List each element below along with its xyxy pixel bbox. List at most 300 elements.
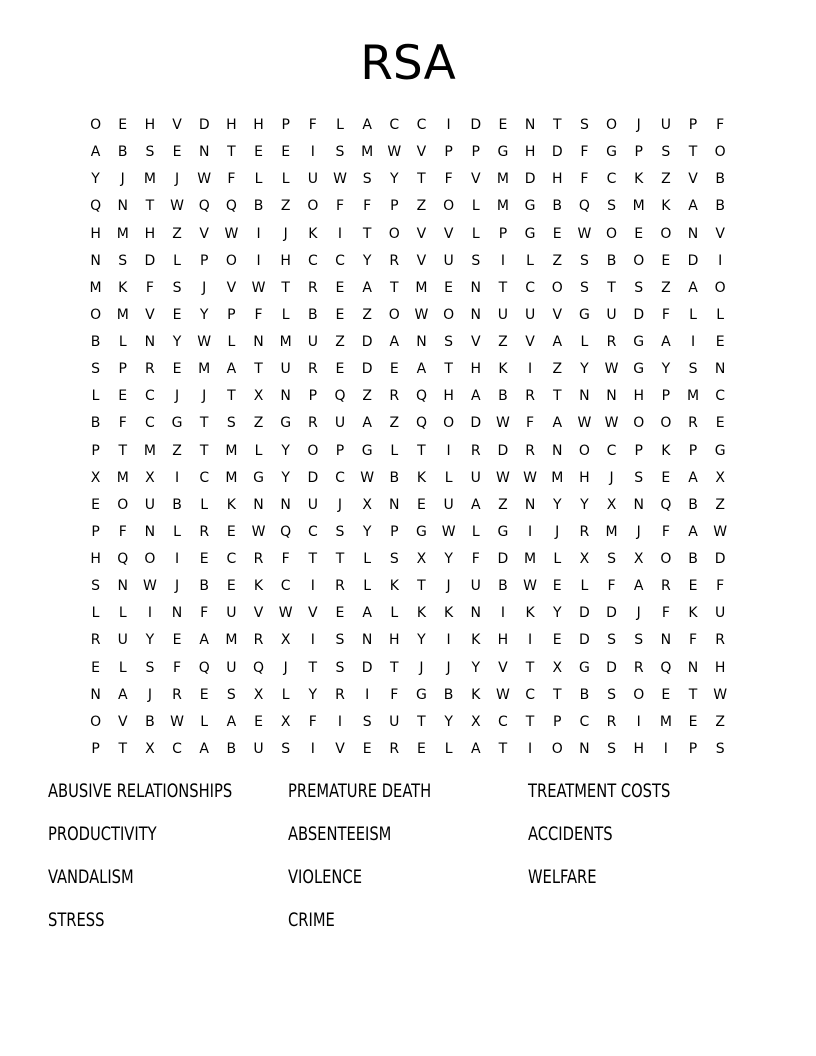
grid-letter[interactable]: N [416, 334, 427, 351]
grid-letter[interactable]: X [715, 469, 725, 486]
grid-letter[interactable]: F [254, 306, 263, 323]
grid-letter[interactable]: S [607, 198, 616, 215]
grid-letter[interactable]: R [253, 632, 264, 649]
grid-letter[interactable]: B [90, 334, 101, 351]
grid-letter[interactable]: L [580, 578, 589, 595]
grid-letter[interactable]: B [172, 496, 182, 513]
grid-letter[interactable]: N [361, 632, 373, 649]
grid-letter[interactable]: N [117, 198, 128, 215]
grid-letter[interactable]: R [307, 415, 318, 432]
grid-letter[interactable]: U [117, 632, 128, 649]
grid-letter[interactable]: F [308, 713, 317, 730]
grid-letter[interactable]: B [498, 388, 508, 405]
grid-letter[interactable]: A [688, 469, 698, 486]
grid-letter[interactable]: Y [444, 551, 453, 568]
grid-letter[interactable]: Z [280, 198, 291, 215]
grid-letter[interactable]: T [607, 279, 616, 296]
grid-letter[interactable]: T [525, 713, 535, 730]
grid-letter[interactable]: U [253, 740, 264, 757]
grid-letter[interactable]: F [716, 117, 725, 134]
grid-letter[interactable]: R [606, 713, 617, 730]
grid-letter[interactable]: C [389, 117, 400, 134]
grid-letter[interactable]: Z [498, 496, 508, 513]
grid-letter[interactable]: J [555, 523, 560, 540]
grid-letter[interactable]: N [280, 388, 291, 405]
grid-letter[interactable]: H [633, 740, 644, 757]
grid-letter[interactable]: N [470, 306, 481, 323]
grid-letter[interactable]: N [253, 496, 264, 513]
grid-letter[interactable]: M [279, 334, 292, 351]
grid-letter[interactable]: U [280, 361, 291, 378]
grid-letter[interactable]: Q [578, 198, 590, 215]
grid-letter[interactable]: M [496, 198, 509, 215]
grid-letter[interactable]: L [173, 252, 181, 269]
grid-letter[interactable]: O [90, 713, 102, 730]
grid-letter[interactable]: S [281, 740, 291, 757]
grid-letter[interactable]: Y [281, 469, 290, 486]
grid-letter[interactable]: G [714, 442, 726, 459]
grid-letter[interactable]: L [118, 659, 127, 676]
grid-letter[interactable]: D [497, 442, 509, 459]
grid-letter[interactable]: S [607, 632, 616, 649]
grid-letter[interactable]: P [91, 442, 100, 459]
grid-letter[interactable]: O [117, 496, 129, 513]
grid-letter[interactable]: T [498, 279, 508, 296]
grid-letter[interactable]: M [225, 469, 238, 486]
grid-letter[interactable]: U [524, 306, 536, 323]
grid-letter[interactable]: O [443, 198, 455, 215]
grid-letter[interactable]: E [172, 144, 182, 161]
grid-letter[interactable]: P [634, 442, 643, 459]
grid-letter[interactable]: B [389, 469, 400, 486]
grid-letter[interactable]: T [227, 144, 236, 161]
grid-letter[interactable]: D [687, 252, 699, 269]
grid-letter[interactable]: A [362, 279, 372, 296]
grid-letter[interactable]: E [91, 659, 100, 676]
grid-letter[interactable]: W [170, 198, 184, 215]
grid-letter[interactable]: H [633, 388, 644, 405]
grid-letter[interactable]: Z [362, 388, 372, 405]
grid-letter[interactable]: O [443, 306, 455, 323]
grid-letter[interactable]: G [280, 415, 292, 432]
grid-letter[interactable]: T [254, 361, 263, 378]
grid-letter[interactable]: V [253, 605, 264, 622]
grid-letter[interactable]: Z [552, 361, 563, 378]
grid-letter[interactable]: S [715, 740, 725, 757]
grid-letter[interactable]: Y [91, 171, 100, 188]
grid-letter[interactable]: F [661, 523, 670, 540]
grid-letter[interactable]: F [444, 171, 453, 188]
grid-letter[interactable]: Z [362, 306, 372, 323]
grid-letter[interactable]: L [91, 388, 100, 405]
grid-letter[interactable]: B [253, 198, 264, 215]
grid-letter[interactable]: F [607, 578, 616, 595]
grid-letter[interactable]: P [471, 144, 480, 161]
grid-letter[interactable]: D [361, 361, 373, 378]
grid-letter[interactable]: N [171, 605, 183, 622]
grid-letter[interactable]: E [661, 469, 671, 486]
grid-letter[interactable]: E [335, 605, 345, 622]
grid-letter[interactable]: R [253, 551, 264, 568]
grid-letter[interactable]: Q [198, 198, 210, 215]
grid-letter[interactable]: D [551, 144, 563, 161]
grid-letter[interactable]: Q [90, 198, 102, 215]
grid-letter[interactable]: D [361, 659, 373, 676]
grid-letter[interactable]: I [528, 632, 533, 649]
grid-letter[interactable]: Y [661, 361, 671, 378]
grid-letter[interactable]: Q [117, 551, 129, 568]
grid-letter[interactable]: Q [253, 659, 265, 676]
grid-letter[interactable]: H [470, 361, 482, 378]
grid-letter[interactable]: O [388, 225, 400, 242]
grid-letter[interactable]: T [390, 659, 399, 676]
grid-letter[interactable]: F [200, 605, 209, 622]
grid-letter[interactable]: Z [552, 252, 563, 269]
grid-letter[interactable]: S [362, 713, 372, 730]
grid-letter[interactable]: V [498, 659, 508, 676]
grid-letter[interactable]: L [200, 713, 209, 730]
grid-letter[interactable]: N [90, 252, 101, 269]
grid-letter[interactable]: S [91, 578, 101, 595]
grid-letter[interactable]: M [143, 171, 156, 188]
grid-letter[interactable]: O [633, 686, 645, 703]
grid-letter[interactable]: N [253, 334, 264, 351]
grid-letter[interactable]: S [226, 415, 236, 432]
grid-letter[interactable]: B [145, 713, 155, 730]
grid-letter[interactable]: G [524, 225, 536, 242]
grid-letter[interactable]: A [688, 279, 698, 296]
grid-letter[interactable]: Y [580, 361, 589, 378]
grid-letter[interactable]: X [470, 713, 481, 730]
grid-letter[interactable]: W [414, 306, 429, 323]
grid-letter[interactable]: E [552, 578, 562, 595]
grid-letter[interactable]: F [118, 415, 127, 432]
grid-letter[interactable]: G [497, 144, 509, 161]
grid-letter[interactable]: N [606, 388, 617, 405]
grid-letter[interactable]: J [202, 279, 207, 296]
grid-letter[interactable]: B [606, 252, 617, 269]
grid-letter[interactable]: E [552, 632, 562, 649]
grid-letter[interactable]: T [118, 740, 128, 757]
grid-letter[interactable]: K [416, 605, 427, 622]
grid-letter[interactable]: W [197, 334, 212, 351]
grid-letter[interactable]: H [144, 225, 156, 242]
grid-letter[interactable]: U [443, 496, 454, 513]
grid-letter[interactable]: J [147, 686, 152, 703]
grid-letter[interactable]: U [443, 252, 454, 269]
grid-letter[interactable]: K [688, 605, 698, 622]
grid-letter[interactable]: Q [415, 388, 427, 405]
grid-letter[interactable]: F [580, 171, 589, 188]
grid-letter[interactable]: X [145, 740, 155, 757]
grid-letter[interactable]: E [254, 713, 263, 730]
grid-letter[interactable]: K [118, 279, 128, 296]
grid-letter[interactable]: A [661, 334, 671, 351]
grid-letter[interactable]: F [580, 144, 589, 161]
grid-letter[interactable]: E [498, 117, 508, 134]
grid-letter[interactable]: S [607, 740, 616, 757]
grid-letter[interactable]: T [552, 388, 562, 405]
grid-letter[interactable]: W [170, 713, 184, 730]
grid-letter[interactable]: J [446, 659, 451, 676]
grid-letter[interactable]: T [308, 551, 318, 568]
grid-letter[interactable]: C [307, 252, 318, 269]
grid-letter[interactable]: F [118, 523, 127, 540]
grid-letter[interactable]: N [524, 117, 536, 134]
grid-letter[interactable]: F [281, 551, 290, 568]
grid-letter[interactable]: A [552, 334, 563, 351]
grid-letter[interactable]: I [528, 361, 533, 378]
grid-letter[interactable]: G [633, 361, 645, 378]
grid-letter[interactable]: R [606, 334, 617, 351]
grid-letter[interactable]: K [525, 605, 535, 622]
grid-letter[interactable]: K [226, 496, 236, 513]
grid-letter[interactable]: S [579, 117, 589, 134]
grid-letter[interactable]: N [633, 496, 644, 513]
grid-letter[interactable]: D [307, 469, 319, 486]
grid-letter[interactable]: L [200, 496, 209, 513]
grid-letter[interactable]: I [690, 334, 696, 351]
grid-letter[interactable]: V [552, 306, 563, 323]
grid-letter[interactable]: E [335, 306, 345, 323]
grid-letter[interactable]: F [526, 415, 535, 432]
grid-letter[interactable]: W [333, 171, 347, 188]
grid-letter[interactable]: C [498, 713, 508, 730]
grid-letter[interactable]: L [118, 605, 127, 622]
grid-letter[interactable]: O [606, 117, 618, 134]
grid-letter[interactable]: G [633, 334, 645, 351]
grid-letter[interactable]: V [226, 279, 237, 296]
grid-letter[interactable]: Z [335, 334, 345, 351]
grid-letter[interactable]: P [688, 117, 698, 134]
grid-letter[interactable]: M [143, 442, 156, 459]
grid-letter[interactable]: X [280, 632, 291, 649]
grid-letter[interactable]: M [225, 442, 238, 459]
grid-letter[interactable]: T [335, 551, 345, 568]
grid-letter[interactable]: W [142, 578, 157, 595]
grid-letter[interactable]: E [226, 523, 236, 540]
grid-letter[interactable]: J [337, 496, 343, 513]
grid-letter[interactable]: A [389, 334, 400, 351]
grid-letter[interactable]: R [145, 361, 155, 378]
grid-letter[interactable]: F [661, 306, 670, 323]
grid-letter[interactable]: S [634, 469, 644, 486]
grid-letter[interactable]: P [91, 740, 100, 757]
grid-letter[interactable]: B [443, 686, 454, 703]
grid-letter[interactable]: M [415, 279, 428, 296]
grid-letter[interactable]: K [471, 686, 481, 703]
grid-letter[interactable]: Y [145, 632, 155, 649]
grid-letter[interactable]: R [660, 578, 671, 595]
grid-letter[interactable]: C [606, 171, 617, 188]
grid-letter[interactable]: F [688, 632, 698, 649]
grid-letter[interactable]: E [661, 252, 671, 269]
grid-letter[interactable]: V [443, 225, 454, 242]
grid-letter[interactable]: J [202, 388, 207, 405]
grid-letter[interactable]: N [714, 361, 726, 378]
grid-letter[interactable]: T [145, 198, 155, 215]
grid-letter[interactable]: O [660, 225, 672, 242]
grid-letter[interactable]: I [310, 578, 315, 595]
grid-letter[interactable]: X [416, 551, 427, 568]
grid-letter[interactable]: E [199, 686, 209, 703]
grid-letter[interactable]: M [89, 279, 102, 296]
grid-letter[interactable]: G [253, 469, 264, 486]
grid-letter[interactable]: H [524, 144, 536, 161]
grid-letter[interactable]: V [416, 252, 427, 269]
grid-letter[interactable]: G [524, 198, 536, 215]
grid-letter[interactable]: C [525, 686, 535, 703]
grid-letter[interactable]: N [470, 279, 481, 296]
grid-letter[interactable]: F [335, 198, 345, 215]
grid-letter[interactable]: U [334, 415, 346, 432]
grid-letter[interactable]: T [552, 686, 562, 703]
grid-letter[interactable]: T [498, 740, 508, 757]
grid-letter[interactable]: R [90, 632, 101, 649]
grid-letter[interactable]: B [688, 496, 698, 513]
grid-letter[interactable]: N [660, 632, 672, 649]
grid-letter[interactable]: H [443, 388, 454, 405]
grid-letter[interactable]: B [90, 415, 101, 432]
grid-letter[interactable]: S [335, 632, 345, 649]
grid-letter[interactable]: F [390, 686, 399, 703]
grid-letter[interactable]: B [308, 306, 318, 323]
grid-letter[interactable]: L [390, 605, 399, 622]
grid-letter[interactable]: E [634, 225, 644, 242]
grid-letter[interactable]: L [471, 225, 480, 242]
grid-letter[interactable]: P [661, 388, 671, 405]
grid-letter[interactable]: U [307, 171, 318, 188]
grid-letter[interactable]: Q [660, 496, 672, 513]
grid-letter[interactable]: J [283, 659, 288, 676]
grid-letter[interactable]: E [226, 578, 236, 595]
grid-letter[interactable]: S [607, 686, 616, 703]
grid-letter[interactable]: Y [417, 632, 426, 649]
grid-letter[interactable]: G [497, 523, 509, 540]
grid-letter[interactable]: T [390, 279, 399, 296]
grid-letter[interactable]: P [390, 523, 399, 540]
grid-letter[interactable]: O [606, 225, 618, 242]
grid-letter[interactable]: Y [552, 496, 562, 513]
grid-letter[interactable]: H [90, 225, 101, 242]
grid-letter[interactable]: Y [580, 496, 589, 513]
grid-letter[interactable]: W [577, 225, 592, 242]
grid-letter[interactable]: S [634, 279, 644, 296]
grid-letter[interactable]: K [389, 578, 399, 595]
grid-letter[interactable]: U [497, 306, 509, 323]
grid-letter[interactable]: L [91, 605, 100, 622]
grid-letter[interactable]: E [172, 632, 182, 649]
grid-letter[interactable]: J [120, 171, 125, 188]
grid-letter[interactable]: H [253, 117, 264, 134]
grid-letter[interactable]: E [281, 144, 291, 161]
grid-letter[interactable]: L [173, 523, 181, 540]
grid-letter[interactable]: A [470, 496, 481, 513]
grid-letter[interactable]: W [387, 144, 402, 161]
grid-letter[interactable]: N [198, 144, 210, 161]
grid-letter[interactable]: L [580, 334, 589, 351]
grid-letter[interactable]: Y [199, 306, 209, 323]
grid-letter[interactable]: L [281, 171, 290, 188]
grid-letter[interactable]: R [199, 523, 210, 540]
grid-letter[interactable]: F [471, 551, 480, 568]
grid-letter[interactable]: R [525, 442, 535, 459]
grid-letter[interactable]: E [335, 279, 345, 296]
grid-letter[interactable]: I [528, 740, 533, 757]
grid-letter[interactable]: L [336, 117, 344, 134]
grid-letter[interactable]: O [551, 740, 563, 757]
grid-letter[interactable]: R [470, 442, 481, 459]
grid-letter[interactable]: D [579, 632, 590, 649]
grid-letter[interactable]: M [198, 361, 211, 378]
grid-letter[interactable]: L [390, 442, 399, 459]
grid-letter[interactable]: I [310, 632, 315, 649]
grid-letter[interactable]: V [416, 144, 427, 161]
grid-letter[interactable]: P [281, 117, 290, 134]
grid-letter[interactable]: M [361, 144, 374, 161]
grid-letter[interactable]: N [579, 740, 590, 757]
grid-letter[interactable]: M [116, 306, 129, 323]
grid-letter[interactable]: F [145, 279, 154, 296]
grid-letter[interactable]: I [636, 713, 641, 730]
grid-letter[interactable]: M [551, 469, 564, 486]
grid-letter[interactable]: M [116, 469, 129, 486]
grid-letter[interactable]: V [199, 225, 209, 242]
grid-letter[interactable]: I [147, 605, 152, 622]
grid-letter[interactable]: L [471, 198, 480, 215]
grid-letter[interactable]: I [446, 442, 451, 459]
grid-letter[interactable]: P [634, 144, 643, 161]
grid-letter[interactable]: O [714, 144, 726, 161]
grid-letter[interactable]: C [226, 551, 237, 568]
grid-letter[interactable]: H [90, 551, 101, 568]
grid-letter[interactable]: E [91, 496, 100, 513]
grid-letter[interactable]: J [174, 578, 180, 595]
grid-letter[interactable]: Y [444, 713, 453, 730]
grid-letter[interactable]: Y [281, 442, 290, 459]
grid-letter[interactable]: E [417, 740, 426, 757]
grid-letter[interactable]: D [470, 415, 482, 432]
grid-letter[interactable]: I [256, 252, 261, 269]
grid-letter[interactable]: O [551, 279, 563, 296]
grid-letter[interactable]: B [117, 144, 128, 161]
grid-letter[interactable]: A [199, 632, 209, 649]
grid-letter[interactable]: G [578, 659, 590, 676]
grid-letter[interactable]: W [713, 686, 728, 703]
grid-letter[interactable]: V [172, 117, 182, 134]
grid-letter[interactable]: D [361, 334, 373, 351]
grid-letter[interactable]: H [389, 632, 400, 649]
grid-letter[interactable]: O [90, 306, 102, 323]
grid-letter[interactable]: P [688, 740, 698, 757]
grid-letter[interactable]: O [443, 415, 455, 432]
grid-letter[interactable]: D [524, 171, 536, 188]
grid-letter[interactable]: L [444, 469, 453, 486]
grid-letter[interactable]: D [633, 306, 645, 323]
grid-letter[interactable]: P [444, 144, 453, 161]
grid-letter[interactable]: Z [661, 171, 671, 188]
grid-letter[interactable]: R [335, 686, 345, 703]
grid-letter[interactable]: S [335, 144, 345, 161]
grid-letter[interactable]: V [145, 306, 155, 323]
grid-letter[interactable]: C [199, 469, 210, 486]
grid-letter[interactable]: V [470, 171, 481, 188]
grid-letter[interactable]: T [362, 225, 372, 242]
grid-letter[interactable]: I [256, 225, 261, 242]
grid-letter[interactable]: L [526, 252, 534, 269]
grid-letter[interactable]: E [362, 740, 372, 757]
grid-letter[interactable]: Q [280, 523, 292, 540]
